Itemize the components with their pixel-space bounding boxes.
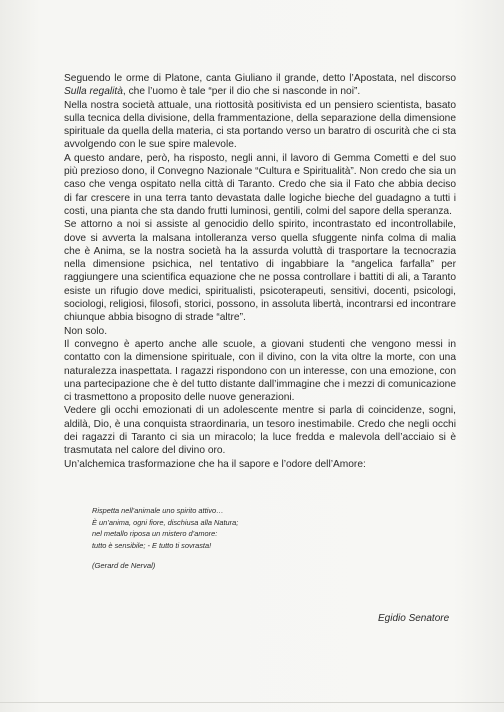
paragraph-1-title-italic: Sulla regalità: [64, 86, 123, 98]
page-edge-line: [0, 702, 504, 703]
poem-line: È un’anima, ogni fiore, dischiusa alla Natura;: [92, 517, 239, 527]
paragraph-2: Nella nostra società attuale, una riottosità positivista ed un pensiero scientista, basato sulla tecnica della divisione, della frammentazione, della separazione della dimensione spirituale da quella della materia, ci sta portando verso un baratro di oscurità che ci sta avvolgendo con le sue spire malevole.: [64, 99, 456, 151]
paragraph-4: Se attorno a noi si assiste al genocidio dello spirito, incontrastato ed incontrollabile, dove si avverta la malsana intolleranza verso quella sfuggente ninfa colma di malia che è Anima, se la nostra società ha la assurda voluttà di trasportare la tecnocrazia nella dimensione psichica, nel tentativo di ingabbiare la “angelica farfalla” per raggiungere una scientifica equazione che ne possa controllare i battiti di ali, a Taranto esiste un rifugio dove medici, spiritualisti, psicoterapeuti, sensitivi, docenti, psicologi, sociologi, religiosi, filosofi, storici, possono, in assoluta libertà, incontrarsi ed incontrare chiunque abbia bisogno di strade “altre”.: [64, 219, 456, 324]
poem-line: nel metallo riposa un mistero d’amore:: [92, 529, 218, 539]
paragraph-7: Vedere gli occhi emozionati di un adolescente mentre si parla di coincidenze, sogni, aldilà, Dio, è una conquista straordinaria, un tesoro inestimabile. Credo che negli occhi dei ragazzi di Taranto ci sia un miracolo; la luce fredda e malevola dell’acciaio si è trasmutata nel calore del divino oro.: [64, 405, 456, 457]
paragraph-6: Il convegno è aperto anche alle scuole, a giovani studenti che vengono messi in contatto con la dimensione spirituale, con il divino, con la vita oltre la morte, con una naturalezza inaspettata. I ragazzi rispondono con un interesse, con una emozione, con una partecipazione che è del tutto distante dall’immagine che i mezzi di comunicazione ci trasmettono a proposito delle nuove generazioni.: [64, 338, 456, 404]
poem-line: tutto è sensibile; - E tutto ti sovrasta!: [92, 540, 212, 550]
author-signature: Egidio Senatore: [378, 613, 450, 624]
article-body: [64, 72, 456, 471]
paragraph-8: Un’alchemica trasformazione che ha il sapore e l’odore dell’Amore:: [64, 458, 366, 470]
poem-credit: (Gerard de Nerval): [92, 561, 156, 570]
paragraph-1-tail: , che l’uomo è tale “per il dio che si nasconde in noi”.: [122, 86, 361, 98]
paragraph-1-lead: Seguendo le orme di Platone, canta Giuliano il grande, detto l’Apostata, nel discorso: [64, 73, 456, 84]
poem-line: Rispetta nell’animale uno spirito attivo…: [92, 506, 224, 515]
paragraph-5: Non solo.: [64, 325, 108, 337]
poem-quote: [92, 505, 238, 551]
paragraph-1: [64, 72, 456, 99]
paragraph-3: A questo andare, però, ha risposto, negli anni, il lavoro di Gemma Cometti e del suo più prezioso dono, il Convegno Nazionale “Cultura e Spiritualità”. Non credo che sia un caso che venga ospitato nella città di Taranto. Credo che sia il Fato che abbia deciso di far crescere in una terra tanto devastata dalle logiche bieche del guadagno a tutti i costi, una pianta che sta dando frutti luminosi, gentili, colmi del sapore della speranza.: [64, 152, 456, 217]
